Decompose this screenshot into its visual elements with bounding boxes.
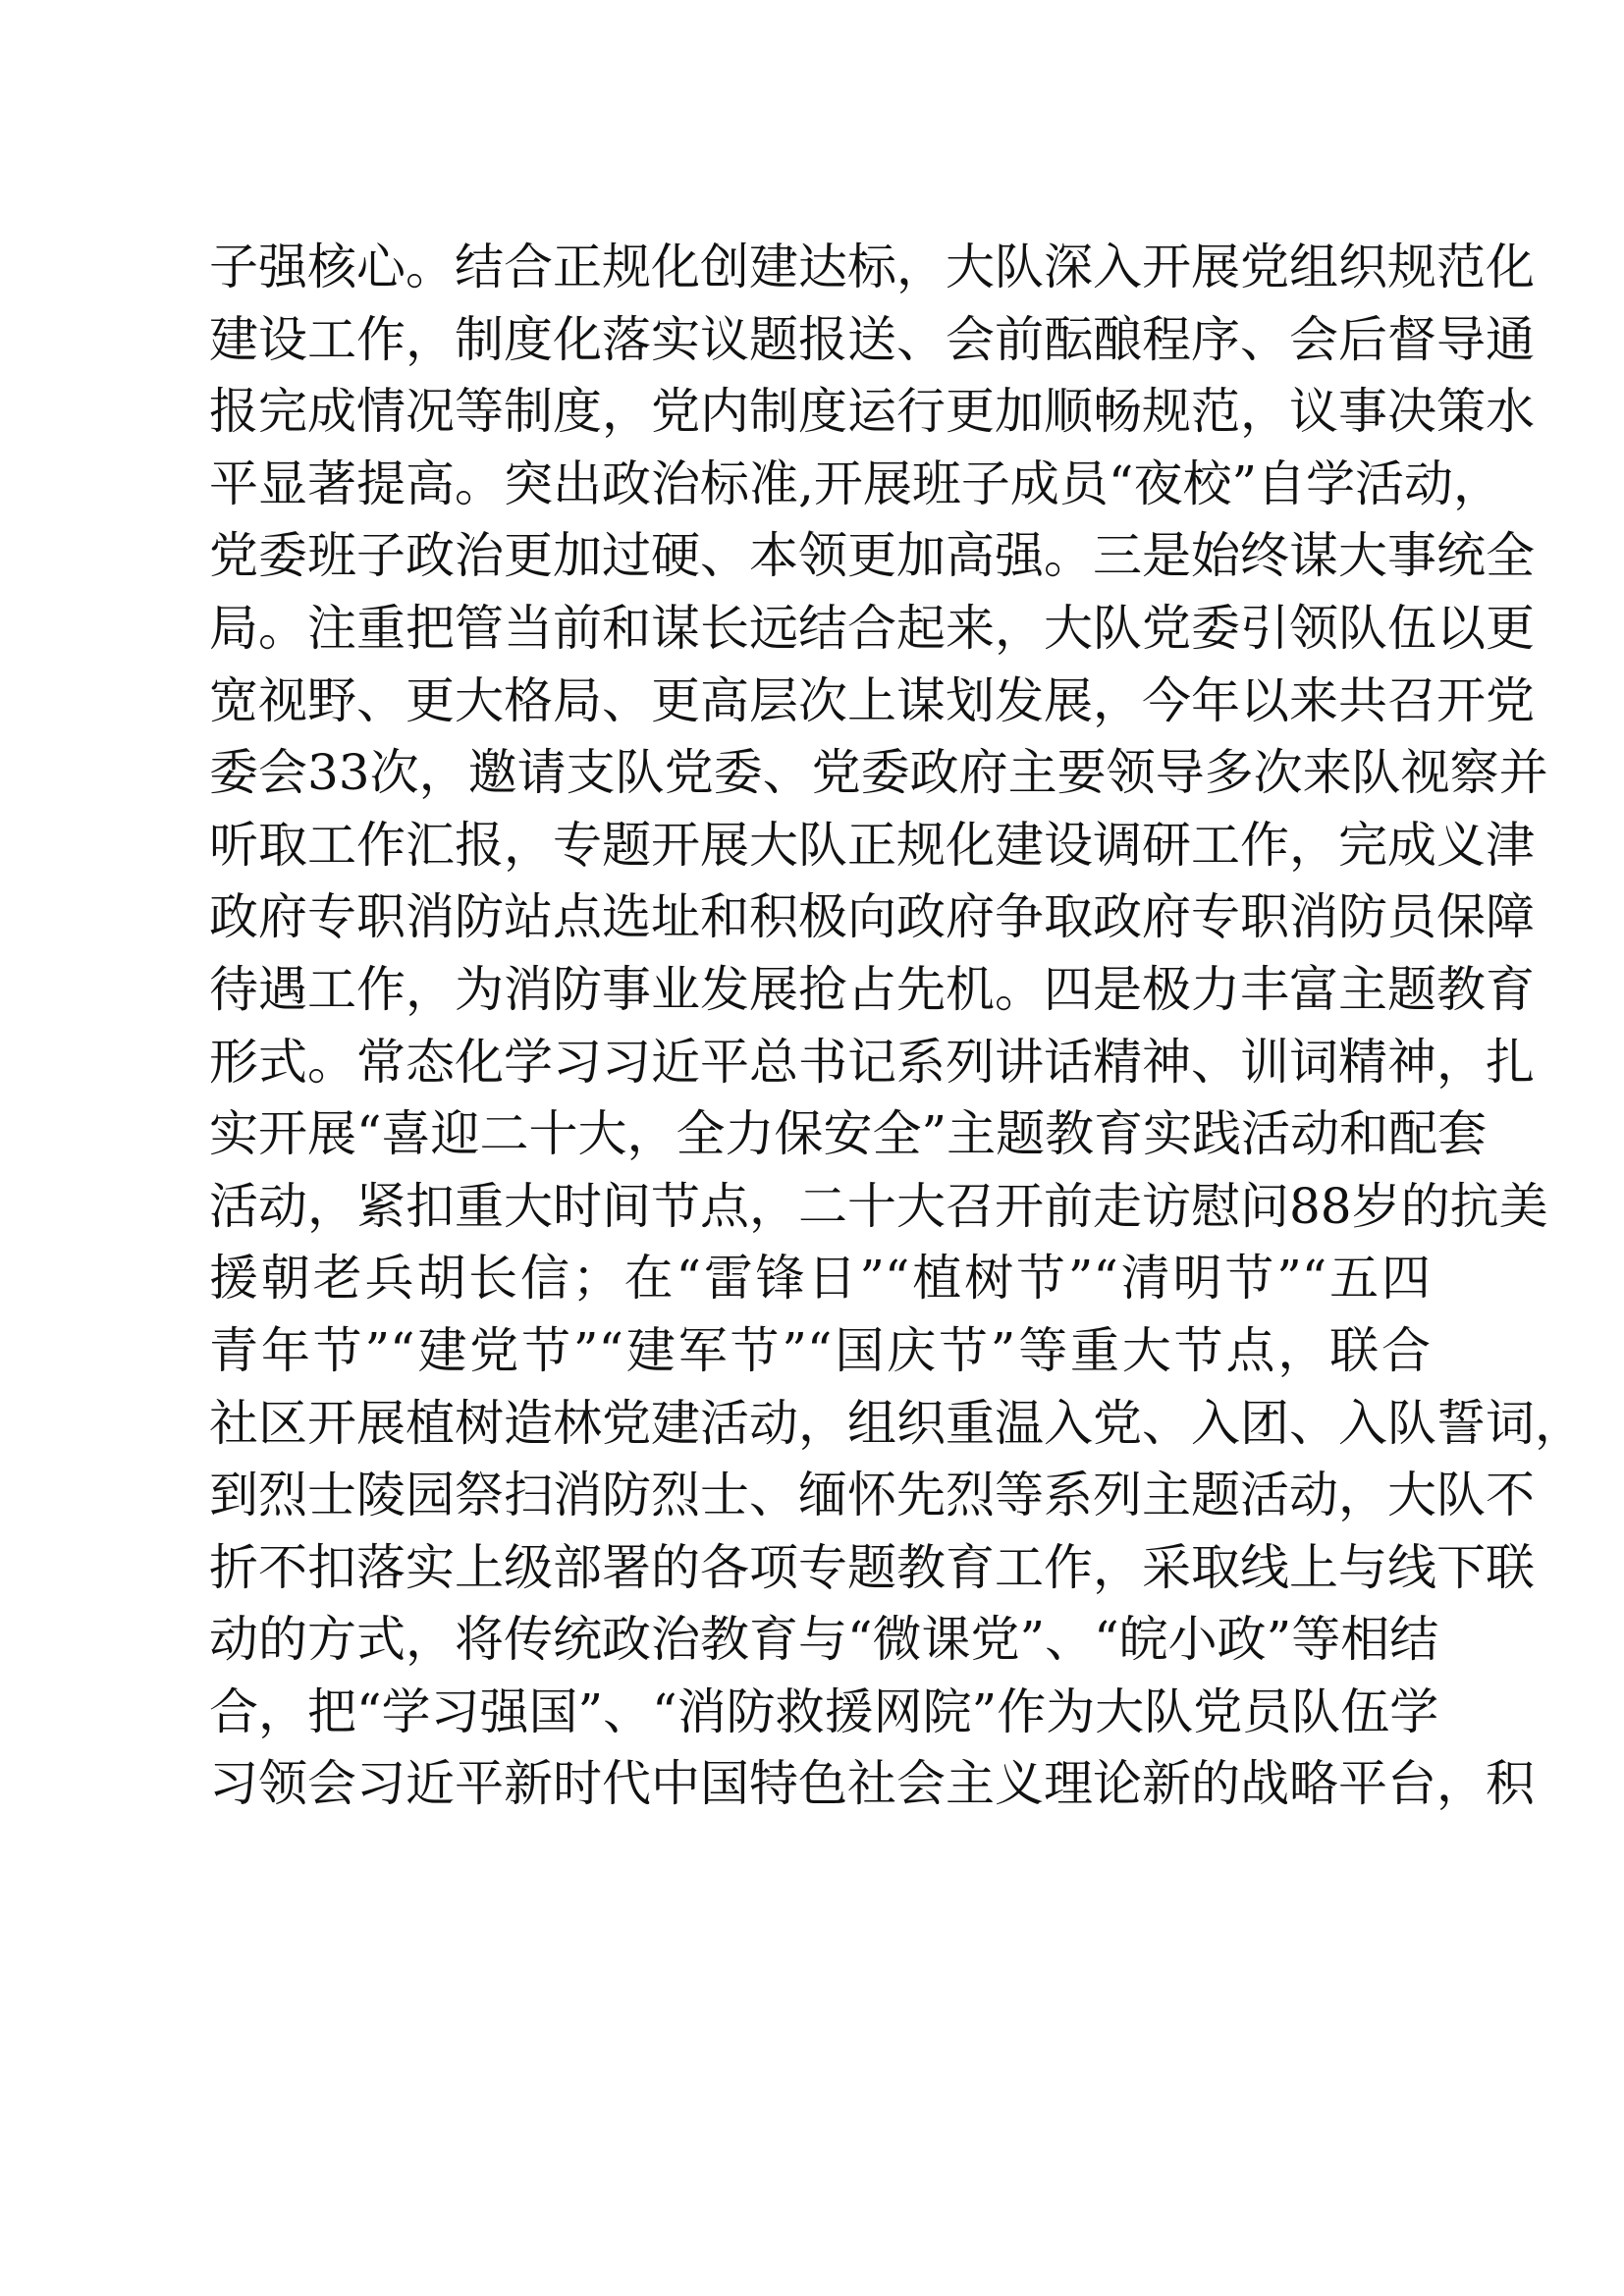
text-line: 形式。常态化学习习近平总书记系列讲话精神、训词精神，扎 bbox=[209, 1033, 1535, 1091]
text-line: 建设工作，制度化落实议题报送、会前酝酿程序、会后督导通 bbox=[209, 310, 1535, 368]
text-line: 折不扣落实上级部署的各项专题教育工作，采取线上与线下联 bbox=[209, 1538, 1535, 1596]
text-line: 听取工作汇报，专题开展大队正规化建设调研工作，完成义津 bbox=[209, 816, 1535, 874]
text-line: 政府专职消防站点选址和积极向政府争取政府专职消防员保障 bbox=[209, 888, 1535, 946]
text-line: 援朝老兵胡长信；在“雷锋日”“植树节”“清明节”“五四 bbox=[209, 1250, 1431, 1308]
text-line: 实开展“喜迎二十大，全力保安全”主题教育实践活动和配套 bbox=[209, 1105, 1488, 1163]
text-line: 活动，紧扣重大时间节点，二十大召开前走访慰问88岁的抗美 bbox=[209, 1177, 1548, 1235]
document-body bbox=[209, 232, 1584, 1821]
text-line: 青年节”“建党节”“建军节”“国庆节”等重大节点，联合 bbox=[209, 1321, 1431, 1379]
text-line: 局。注重把管当前和谋长远结合起来，大队党委引领队伍以更 bbox=[209, 599, 1535, 657]
text-line: 报完成情况等制度，党内制度运行更加顺畅规范，议事决策水 bbox=[209, 383, 1535, 441]
text-line: 党委班子政治更加过硬、本领更加高强。三是始终谋大事统全 bbox=[209, 527, 1535, 585]
text-line: 社区开展植树造林党建活动，组织重温入党、入团、入队誓词， bbox=[209, 1394, 1584, 1452]
text-line: 动的方式，将传统政治教育与“微课党”、“皖小政”等相结 bbox=[209, 1611, 1439, 1669]
text-line: 委会33次，邀请支队党委、党委政府主要领导多次来队视察并 bbox=[209, 744, 1548, 802]
text-line: 平显著提高。突出政治标准,开展班子成员“夜校”自学活动， bbox=[209, 454, 1503, 512]
text-line: 到烈士陵园祭扫消防烈士、缅怀先烈等系列主题活动，大队不 bbox=[209, 1467, 1535, 1524]
text-line: 宽视野、更大格局、更高层次上谋划发展，今年以来共召开党 bbox=[209, 671, 1535, 729]
text-line: 子强核心。结合正规化创建达标，大队深入开展党组织规范化 bbox=[209, 239, 1535, 295]
text-line: 习领会习近平新时代中国特色社会主义理论新的战略平台，积 bbox=[209, 1755, 1535, 1813]
text-line: 待遇工作，为消防事业发展抢占先机。四是极力丰富主题教育 bbox=[209, 960, 1535, 1018]
text-line: 合，把“学习强国”、“消防救援网院”作为大队党员队伍学 bbox=[209, 1682, 1439, 1740]
